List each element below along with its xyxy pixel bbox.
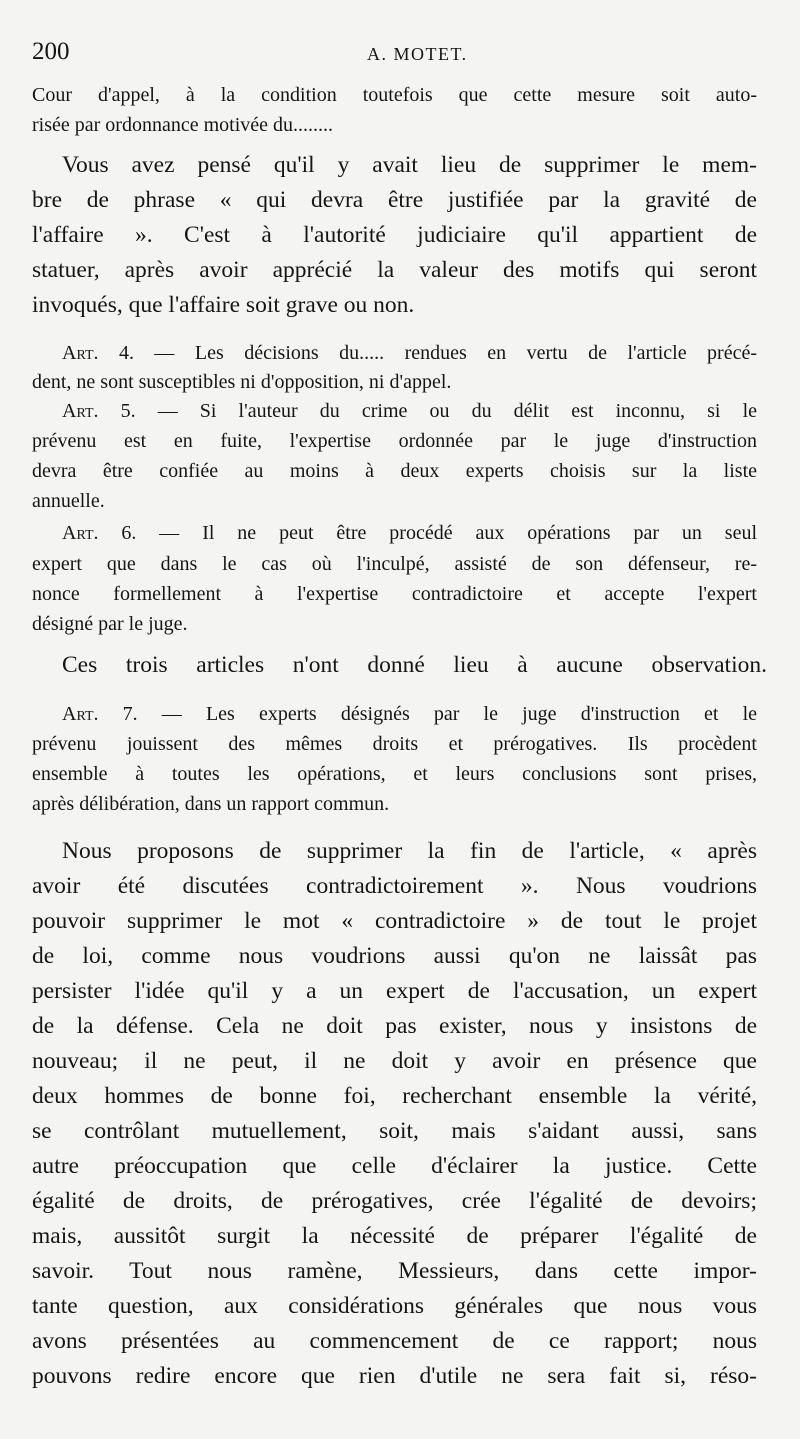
text-line: avoir été discutées contradictoirement ». Nous voudrions xyxy=(32,873,757,899)
running-head: A. MOTET. xyxy=(367,44,468,64)
article-4-line: Art. 4. — Les décisions du..... rendues en vertu de l'article précé- xyxy=(62,342,757,364)
text-line: pouvoir supprimer le mot « contradictoire » de tout le projet xyxy=(32,908,757,934)
text-line: prévenu est en fuite, l'expertise ordonnée par le juge d'instruction xyxy=(32,430,757,452)
text-line: désigné par le juge. xyxy=(32,613,188,635)
text-line: après délibération, dans un rapport commun. xyxy=(32,793,390,815)
text-line: persister l'idée qu'il y a un expert de l'accusation, un expert xyxy=(32,978,757,1004)
text-line: prévenu jouissent des mêmes droits et prérogatives. Ils procèdent xyxy=(32,733,757,755)
article-label: Art. 4. xyxy=(62,342,134,364)
text-line: Nous proposons de supprimer la fin de l'article, « après xyxy=(62,838,757,864)
text-line: autre préoccupation que celle d'éclairer la justice. Cette xyxy=(32,1153,757,1179)
text-line: égalité de droits, de prérogatives, crée l'égalité de devoirs; xyxy=(32,1188,757,1214)
text-line: nonce formellement à l'expertise contradictoire et accepte l'expert xyxy=(32,583,757,605)
page-number: 200 xyxy=(32,38,70,65)
text-line: annuelle. xyxy=(32,490,105,512)
text-line: de la défense. Cela ne doit pas exister, nous y insistons de xyxy=(32,1013,757,1039)
text-line: Ces trois articles n'ont donné lieu à aucune observation. xyxy=(62,652,767,678)
text-line: avons présentées au commencement de ce rapport; nous xyxy=(32,1328,757,1354)
text-line: invoqués, que l'affaire soit grave ou non. xyxy=(32,292,415,318)
text-line: ensemble à toutes les opérations, et leurs conclusions sont prises, xyxy=(32,763,757,785)
text-line: se contrôlant mutuellement, soit, mais s'aidant aussi, sans xyxy=(32,1118,757,1144)
text-line: risée par ordonnance motivée du........ xyxy=(32,114,334,136)
text-line: dent, ne sont susceptibles ni d'opposition, ni d'appel. xyxy=(32,371,452,393)
text-line: de loi, comme nous voudrions aussi qu'on ne laissât pas xyxy=(32,943,757,969)
text-line: Cour d'appel, à la condition toutefois que cette mesure soit auto- xyxy=(32,84,757,106)
text-line: savoir. Tout nous ramène, Messieurs, dans cette impor- xyxy=(32,1258,757,1284)
text-line: devra être confiée au moins à deux experts choisis sur la liste xyxy=(32,460,757,482)
text-line: bre de phrase « qui devra être justifiée par la gravité de xyxy=(32,187,757,213)
article-7-line: Art. 7. — Les experts désignés par le juge d'instruction et le xyxy=(62,703,758,725)
text-line: pouvons redire encore que rien d'utile ne sera fait si, réso- xyxy=(32,1363,757,1389)
article-label: Art. 6. xyxy=(62,522,137,544)
text-line: deux hommes de bonne foi, recherchant ensemble la vérité, xyxy=(32,1083,757,1109)
page-header xyxy=(32,38,760,72)
text-line: expert que dans le cas où l'inculpé, assisté de son défenseur, re- xyxy=(32,553,757,575)
text-line: nouveau; il ne peut, il ne doit y avoir en présence que xyxy=(32,1048,757,1074)
article-6-line: Art. 6. — Il ne peut être procédé aux opérations par un seul xyxy=(62,522,757,544)
article-label: Art. 5. xyxy=(62,400,136,422)
text-line: Vous avez pensé qu'il y avait lieu de supprimer le mem- xyxy=(62,152,757,178)
text-line: statuer, après avoir apprécié la valeur des motifs qui seront xyxy=(32,257,757,283)
article-label: Art. 7. xyxy=(62,703,138,725)
text-line: tante question, aux considérations générales que nous vous xyxy=(32,1293,757,1319)
article-5-line: Art. 5. — Si l'auteur du crime ou du délit est inconnu, si le xyxy=(62,400,758,422)
text-line: mais, aussitôt surgit la nécessité de préparer l'égalité de xyxy=(32,1223,757,1249)
text-line: l'affaire ». C'est à l'autorité judiciaire qu'il appartient de xyxy=(32,222,757,248)
